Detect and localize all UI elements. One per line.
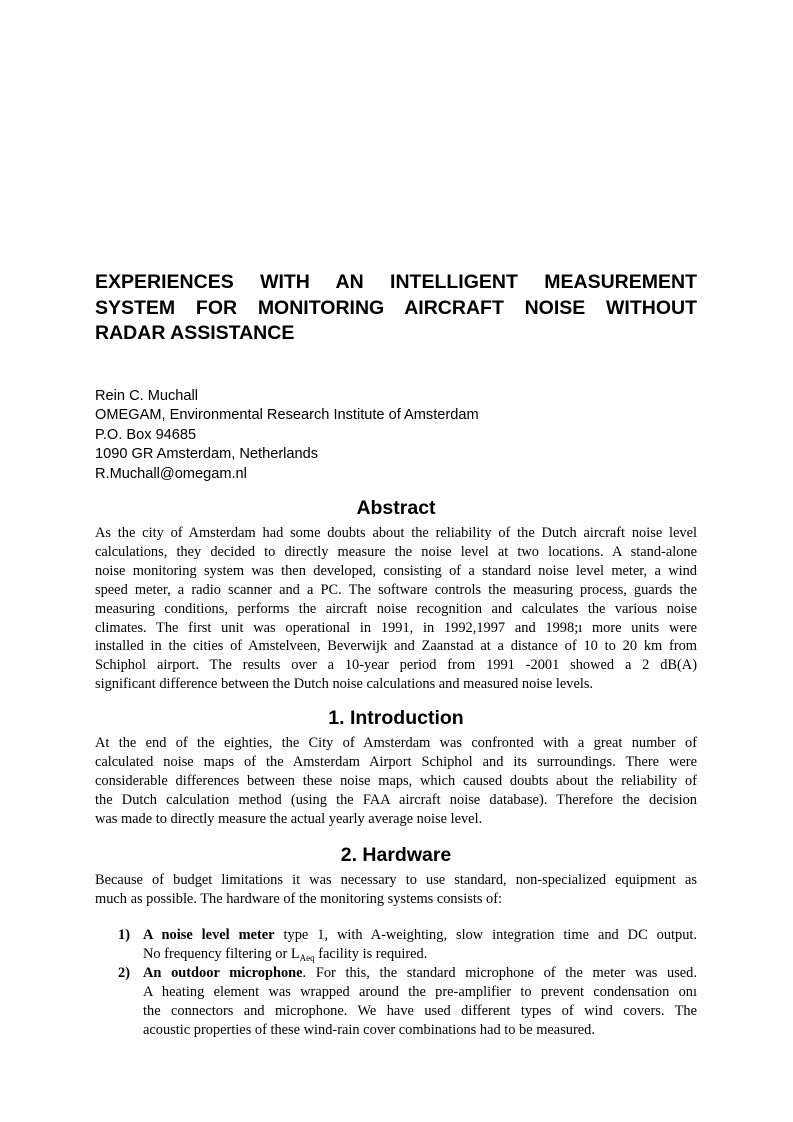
abstract-line: speed meter, a radio scanner and a PC. The software controls the measuring process, guards the	[95, 581, 697, 598]
list-item	[95, 926, 697, 964]
abstract-line: Schiphol airport. The results over a 10-year period from 1991 -2001 showed a 2 dB(A)	[95, 657, 697, 674]
list-item-term: A noise level meter	[143, 927, 275, 943]
abstract-line: significant difference between the Dutch noise calculations and measured noise levels.	[95, 676, 594, 693]
title-line: RADAR ASSISTANCE	[95, 322, 295, 344]
abstract-line: installed in the cities of Amstelveen, Beverwijk and Zaanstad at a distance of 10 to 20 km from	[95, 638, 697, 655]
list-item-text: No frequency filtering or L	[143, 945, 300, 962]
author-block	[95, 387, 697, 484]
abstract-line: climates. The first unit was operational in 1991, in 1992,1997 and 1998;ı more units were	[95, 619, 697, 636]
list-item-text: facility is required.	[314, 945, 428, 962]
title-line: SYSTEM FOR MONITORING AIRCRAFT NOISE WITHOUT	[95, 296, 697, 319]
hardware-body	[95, 871, 697, 909]
list-item-line: A heating element was wrapped around the pre-amplifier to prevent condensation onı	[143, 983, 697, 1000]
list-item-term: An outdoor microphone	[143, 964, 303, 981]
title-line: EXPERIENCES WITH AN INTELLIGENT MEASUREMENT	[95, 271, 697, 293]
abstract-line: As the city of Amsterdam had some doubts about the reliability of the Dutch aircraft noise level	[95, 525, 697, 541]
introduction-line: considerable differences between these noise maps, which caused doubts about the reliability of	[95, 772, 697, 789]
list-item-line: acoustic properties of these wind-rain cover combinations had to be measured.	[143, 1021, 595, 1038]
introduction-body	[95, 734, 697, 829]
author-affiliation: OMEGAM, Environmental Research Institute of Amsterdam	[95, 407, 479, 424]
list-item-line: the connectors and microphone. We have used different types of wind covers. The	[143, 1002, 697, 1019]
hardware-list	[95, 926, 697, 1039]
introduction-heading: 1. Introduction	[328, 707, 464, 729]
abstract-line: measuring conditions, performs the aircraft noise recognition and calculates the various noise	[95, 600, 697, 617]
list-item-line	[143, 945, 697, 964]
author-name: Rein C. Muchall	[95, 388, 199, 404]
list-item-text: . For this, the standard microphone of the meter was used.	[302, 964, 697, 981]
list-item-subscript: Aeq	[299, 952, 315, 963]
list-item	[95, 964, 697, 1040]
abstract-heading: Abstract	[356, 497, 436, 519]
abstract-line: calculations, they decided to directly measure the noise level at two locations. A stand-alone	[95, 543, 697, 560]
hardware-line: Because of budget limitations it was necessary to use standard, non-specialized equipment as	[95, 872, 697, 888]
introduction-line: At the end of the eighties, the City of Amsterdam was confronted with a great number of	[95, 735, 697, 751]
author-city: 1090 GR Amsterdam, Netherlands	[95, 446, 319, 463]
list-item-line	[143, 964, 697, 983]
list-item-number: 2)	[118, 964, 130, 981]
introduction-line: the Dutch calculation method (using the FAA aircraft noise database). Therefore the decision	[95, 791, 697, 808]
list-item-line	[143, 926, 697, 945]
introduction-line: calculated noise maps of the Amsterdam Airport Schiphol and its surroundings. There were	[95, 753, 697, 770]
paper-title	[95, 270, 697, 347]
abstract-body	[95, 524, 697, 694]
author-po-box: P.O. Box 94685	[95, 426, 197, 443]
list-item-number: 1)	[118, 927, 130, 943]
hardware-heading: 2. Hardware	[340, 844, 452, 866]
abstract-line: noise monitoring system was then developed, consisting of a standard noise level meter, a wind	[95, 562, 697, 579]
hardware-line: much as possible. The hardware of the monitoring systems consists of:	[95, 890, 503, 907]
introduction-line: was made to directly measure the actual yearly average noise level.	[95, 810, 483, 827]
list-item-text: type 1, with A-weighting, slow integration time and DC output.	[274, 927, 698, 943]
author-email[interactable]: R.Muchall@omegam.nl	[95, 465, 247, 482]
